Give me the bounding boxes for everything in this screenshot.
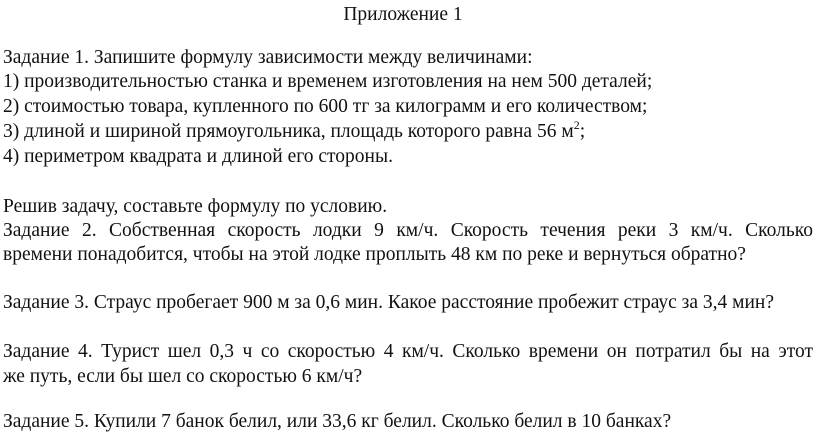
page-title: Приложение 1 xyxy=(343,4,463,25)
task3-line-1: Задание 3. Страус пробегает 900 м за 0,6 мин. Какое расстояние пробежит страус за 3,4 мин? xyxy=(3,292,775,313)
task1-item-2: 2) стоимостью товара, купленного по 600 тг за килограмм и его количеством; xyxy=(3,96,648,117)
task1-item-4: 4) периметром квадрата и длиной его стороны. xyxy=(3,146,393,167)
intro-text: Решив задачу, составьте формулу по условию. xyxy=(3,196,388,217)
task4-line-2: же путь, если бы шел со скоростью 6 км/ч? xyxy=(3,366,363,387)
task1-heading: Задание 1. Запишите формулу зависимости между величинами: xyxy=(3,47,533,68)
task1-item-1: 1) производительностью станка и временем изготовления на нем 500 деталей; xyxy=(3,71,653,92)
task1-item-3-superscript: 2 xyxy=(573,118,580,132)
task1-item-3 xyxy=(3,120,585,144)
task5-line-1: Задание 5. Купили 7 банок белил, или 33,6 кг белил. Сколько белил в 10 банках? xyxy=(3,411,672,432)
task1-item-3-text: 3) длиной и шириной прямоугольника, площадь которого равна 56 м xyxy=(3,121,574,142)
task1-item-3-suffix: ; xyxy=(579,121,586,142)
task2-line-2: времени понадобится, чтобы на этой лодке проплыть 48 км по реке и вернуться обратно? xyxy=(3,244,746,265)
task2-line-1: Задание 2. Собственная скорость лодки 9 км/ч. Скорость течения реки 3 км/ч. Сколько xyxy=(3,220,813,241)
task4-line-1: Задание 4. Турист шел 0,3 ч со скоростью 4 км/ч. Сколько времени он потратил бы на этот xyxy=(3,341,813,362)
